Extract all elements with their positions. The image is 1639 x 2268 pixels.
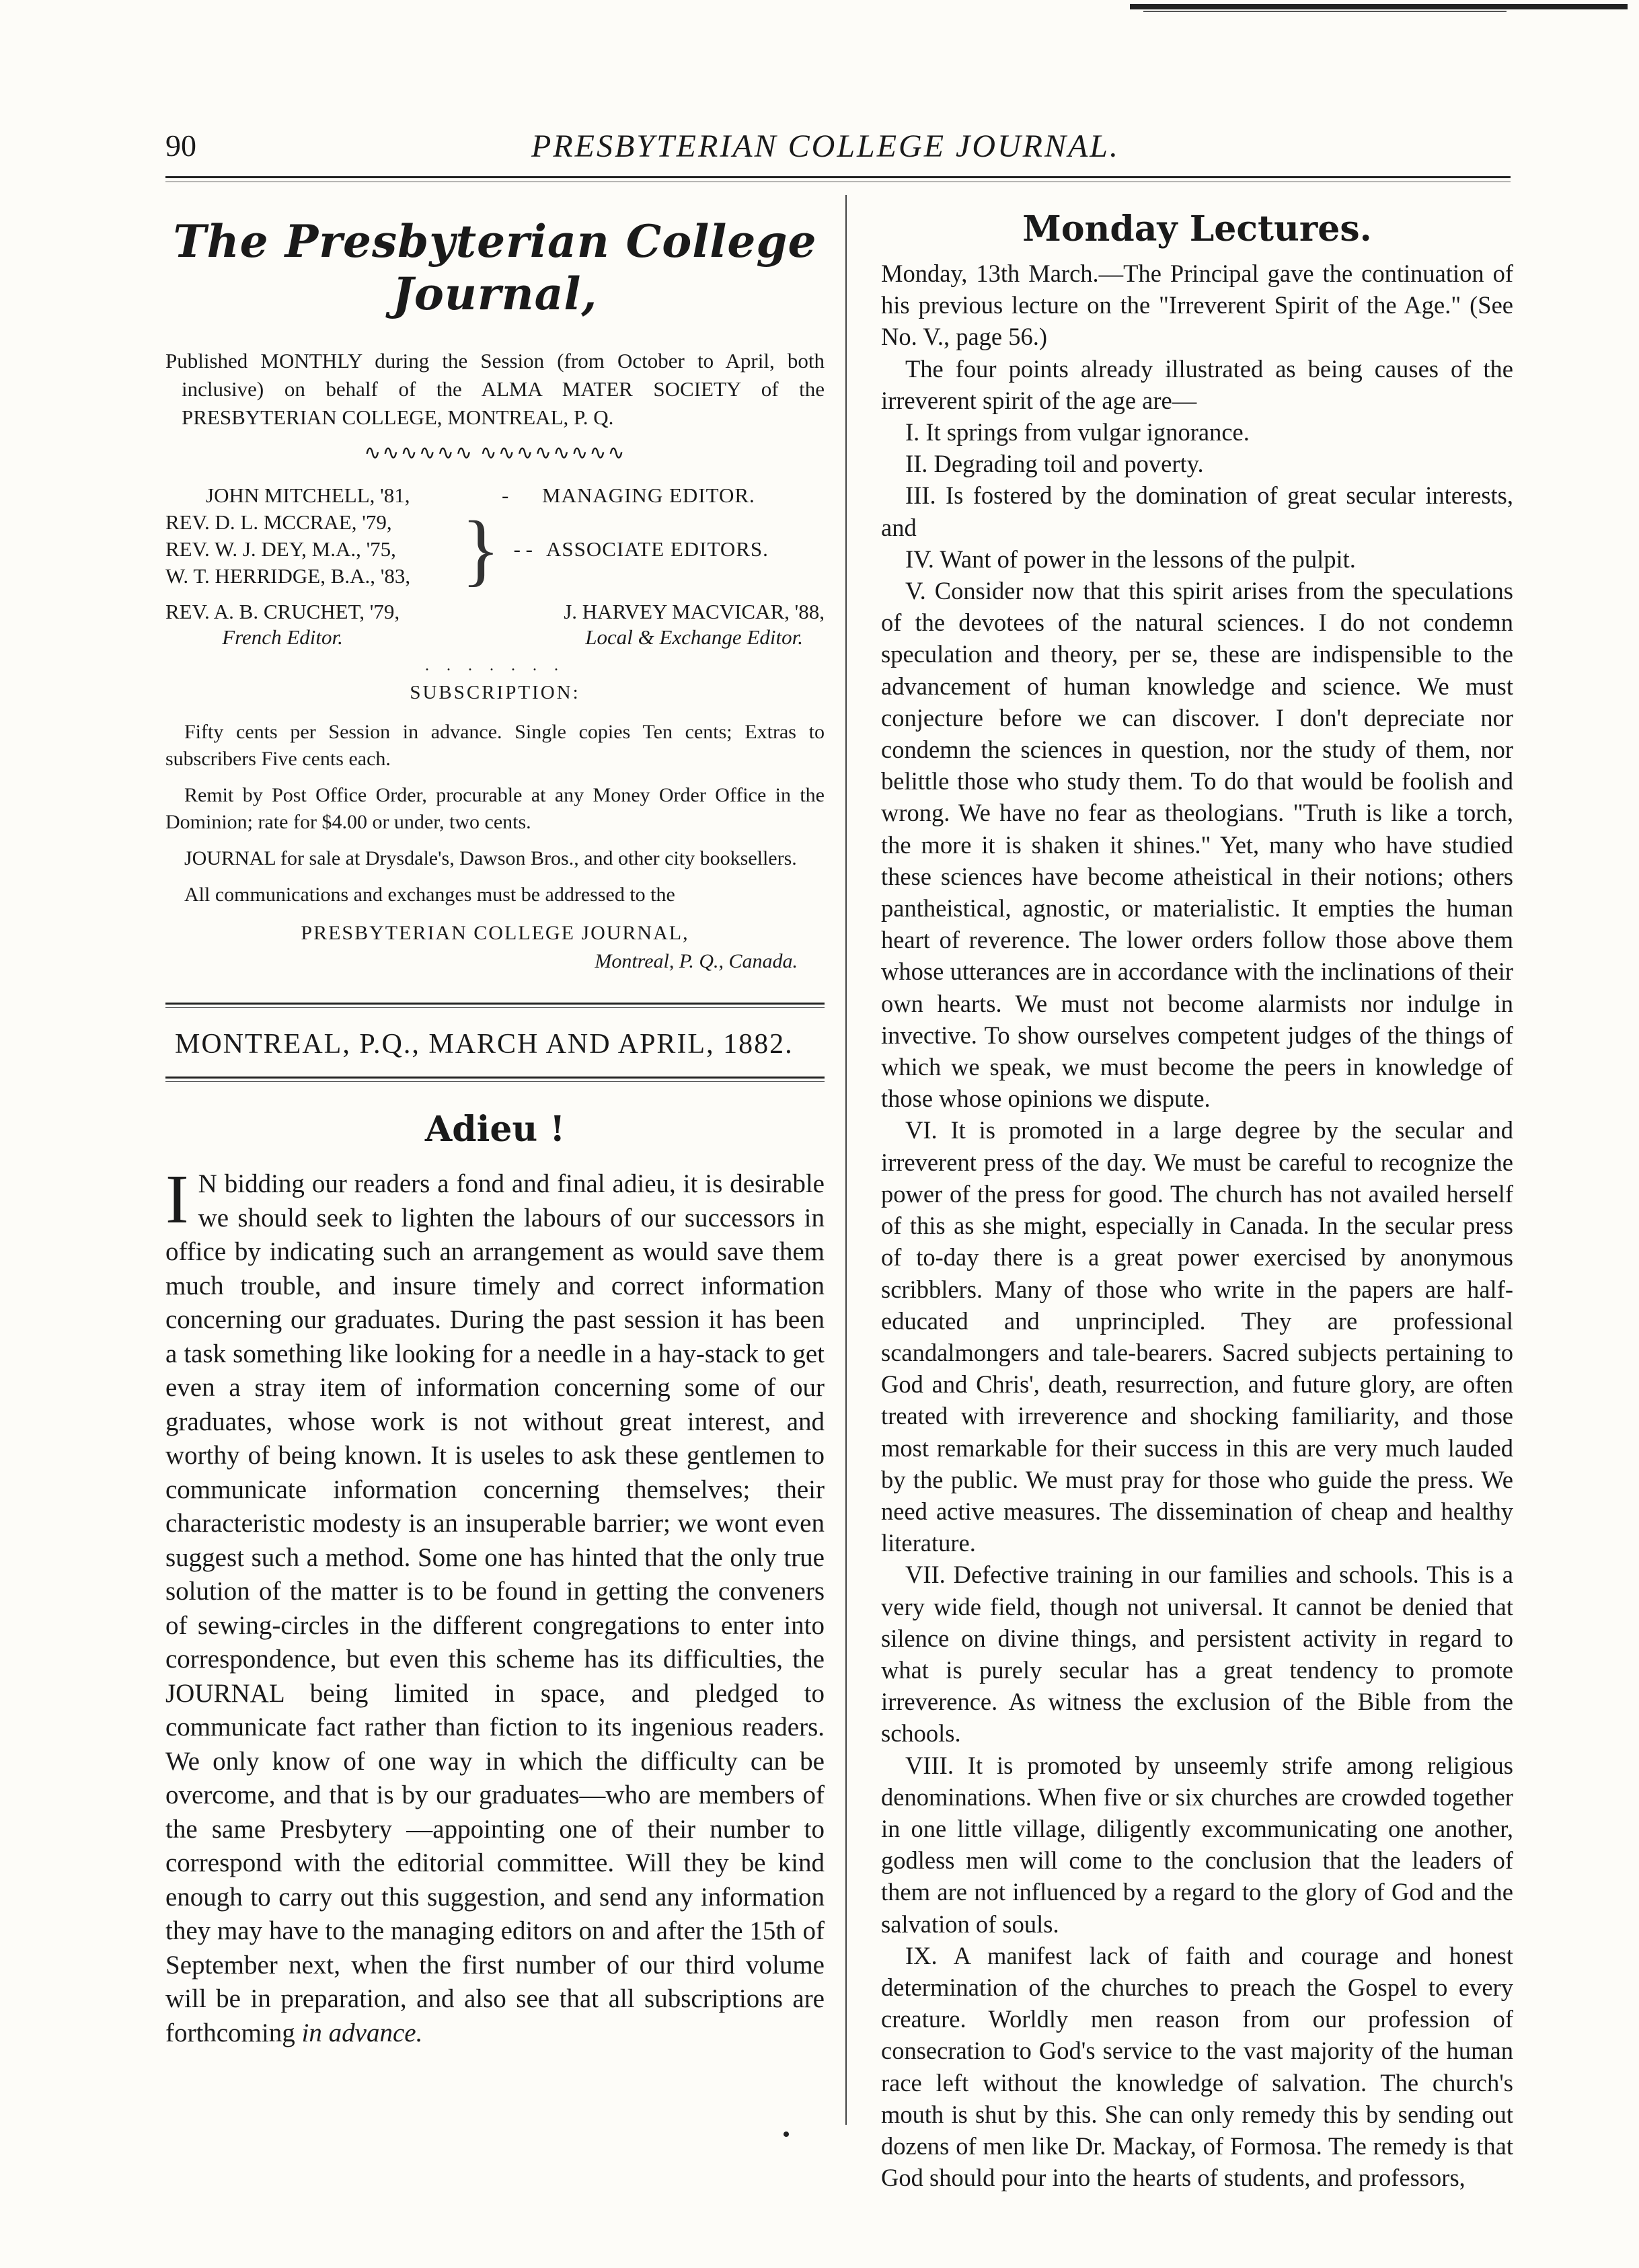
column-divider bbox=[845, 195, 847, 2125]
dotted-divider: . . . . . . . bbox=[425, 657, 565, 674]
left-column bbox=[165, 202, 825, 2050]
lecture-paragraph: VIII. It is promoted by unseemly strife among religious denominations. When five or six churches are crowded together in one little village, diligently excommunicating one another, godless men will come to the conclusion that the leaders of them are not influenced by a regard to the glory of God and the salvation of souls. bbox=[881, 1751, 1513, 1938]
right-column bbox=[881, 202, 1513, 2193]
managing-editor-row: JOHN MITCHELL, '81, - MANAGING EDITOR. bbox=[165, 482, 825, 509]
section-rule-thin bbox=[165, 1007, 825, 1008]
local-editor bbox=[564, 599, 825, 650]
associate-editor: W. T. HERRIDGE, B.A., '83, bbox=[165, 564, 411, 588]
article-title-monday-lectures: Monday Lectures. bbox=[1022, 208, 1372, 249]
ornament-divider: ∿∿∿∿∿∿ ∿∿∿∿∿∿∿∿ bbox=[364, 442, 626, 464]
french-editor bbox=[165, 599, 399, 650]
lecture-paragraph: Monday, 13th March.—The Principal gave the continuation of his previous lecture on the "Irreverent Spirit of the Age." (See No. V., page 56.) bbox=[881, 260, 1513, 351]
local-editor-role: Local & Exchange Editor. bbox=[585, 625, 803, 649]
associate-editors-row: REV. D. L. MCCRAE, '79, REV. W. J. DEY, M.A., '75, W. T. HERRIDGE, B.A., '83, } - - ASSOCIATE EDITORS. bbox=[165, 504, 769, 594]
drop-cap: I bbox=[165, 1161, 189, 1238]
lecture-paragraph: The four points already illustrated as being causes of the irreverent spirit of the age are— bbox=[881, 354, 1513, 414]
subscription-paragraph: Fifty cents per Session in advance. Single copies Ten cents; Extras to subscribers Five cents each. bbox=[165, 721, 825, 770]
lecture-paragraph: IV. Want of power in the lessons of the pulpit. bbox=[905, 545, 1356, 573]
associate-editor: REV. D. L. MCCRAE, '79, bbox=[165, 510, 392, 534]
french-editor-name: REV. A. B. CRUCHET, '79, bbox=[165, 600, 400, 623]
article-body-monday-lectures bbox=[881, 258, 1513, 2193]
associate-editors-role: ASSOCIATE EDITORS. bbox=[546, 537, 769, 561]
address-line: PRESBYTERIAN COLLEGE JOURNAL, bbox=[301, 922, 689, 944]
french-editor-role: French Editor. bbox=[222, 625, 343, 649]
brace-glyph: } bbox=[461, 504, 500, 594]
editors-block bbox=[165, 482, 825, 650]
lecture-paragraph: V. Consider now that this spirit arises from the speculations of the devotees of the natural sciences. I do not condemn speculation and theory, per se, these are indispensible to the advancement of human knowledge and science. We must conjecture before we can discover. I don't depreciate nor condemn the sciences in question, nor the study of them, nor belittle those who study them. To do that would be foolish and wrong. We have no fear as theologians. "Truth is like a torch, the more it is shaken it shines." Yet, many who have studied these sciences have become atheistical in their notions; others pantheistical, agnostic, or materialistic. It empties the human heart of reverence. The lower orders follow those above them whose utterances are in accordance with the inclinations of their own hearts. We must not become alarmists nor indulge in invective. To show ourselves competent judges of the things of which we speak, we must become the peers in knowledge of those whose opinions we dispute. bbox=[881, 577, 1513, 1113]
subscription-paragraph: JOURNAL for sale at Drysdale's, Dawson Bros., and other city booksellers. bbox=[184, 847, 797, 869]
header-rule bbox=[165, 176, 1511, 178]
page-number: 90 bbox=[165, 128, 196, 163]
article-text-ending: in advance. bbox=[301, 2018, 423, 2047]
article-body-adieu bbox=[165, 1161, 825, 2050]
lecture-paragraph: III. Is fostered by the domination of great secular interests, and bbox=[881, 481, 1513, 541]
section-rule-thin bbox=[165, 1081, 825, 1082]
issue-dateline: MONTREAL, P.Q., MARCH AND APRIL, 1882. bbox=[175, 1029, 794, 1060]
associate-editors-list bbox=[165, 509, 461, 590]
article-title-adieu: Adieu ! bbox=[424, 1109, 566, 1150]
section-rule bbox=[165, 1003, 825, 1005]
page-dot-mark bbox=[784, 2132, 789, 2137]
subscription-paragraph: Remit by Post Office Order, procurable at any Money Order Office in the Dominion; rate for $4.00 or under, two cents. bbox=[165, 784, 825, 833]
top-border-rule-thin bbox=[1143, 11, 1507, 12]
publication-note: Published MONTHLY during the Session (from October to April, both inclusive) on behalf of the ALMA MATER SOCIETY of the PRESBYTERIAN COLLEGE, MONTREAL, P. Q. bbox=[165, 349, 825, 429]
running-title: PRESBYTERIAN COLLEGE JOURNAL. bbox=[531, 128, 1120, 164]
subscription-paragraph: All communications and exchanges must be addressed to the bbox=[184, 884, 675, 906]
masthead-title: The Presbyterian College Journal, bbox=[173, 215, 817, 320]
special-editors-row bbox=[165, 599, 825, 650]
top-border-rule bbox=[1130, 4, 1628, 9]
lecture-paragraph: II. Degrading toil and poverty. bbox=[905, 450, 1204, 478]
lecture-paragraph: I. It springs from vulgar ignorance. bbox=[905, 418, 1250, 446]
article-text: N bidding our readers a fond and final adieu, it is desirable we should seek to lighten the labours of our successors in office by indicating such an arrangement as would save them much trouble, and insure timely and correct information concerning our graduates. During the past session it has been a task something like looking for a needle in a hay-stack to get even a stray item of information concerning some of our graduates, whose work is not without great interest, and worthy of being known. It is useles to ask these gentlemen to communicate information concerning themselves; their characteristic modesty is an insuperable barrier; we wont even suggest such a method. Some one has hinted that the only true solution of the matter is to be found in getting the conveners of sewing-circles in the different congregations to enter into correspondence, but even this scheme has its difficulties, the JOURNAL being limited in space, and pledged to communicate fact rather than fiction to its ingenious readers. We only know of one way in which the difficulty can be overcome, and that is by our graduates—who are members of the same Presbytery —appointing one of their number to correspond with the editorial committee. Will they be kind enough to carry out this suggestion, and send any information they may have to the managing editors on and after the 15th of September next, when the first number of our third volume will be in preparation, and also see that all subscriptions are forthcoming bbox=[165, 1169, 825, 2047]
subscription-heading: SUBSCRIPTION: bbox=[410, 682, 580, 703]
address-city: Montreal, P. Q., Canada. bbox=[595, 950, 798, 972]
local-editor-name: J. HARVEY MACVICAR, '88, bbox=[564, 600, 825, 623]
managing-editor-name: JOHN MITCHELL, '81, bbox=[206, 483, 410, 507]
associate-editor: REV. W. J. DEY, M.A., '75, bbox=[165, 537, 396, 561]
lecture-paragraph: IX. A manifest lack of faith and courage and honest determination of the churches to preach the Gospel to every creature. Worldly men reason from our profession of consecration to God's service to the vast majority of the human race left without the knowledge of salvation. The church's mouth is shut by this. She can only remedy this by sending out dozens of men like Dr. Mackay, of Formosa. The remedy is that God should pour into the hearts of students, and professors, bbox=[881, 1941, 1513, 2192]
lecture-paragraph: VII. Defective training in our families and schools. This is a very wide field, though not universal. It cannot be denied that silence on divine things, and persistent activity in regard to what is purely secular has a great tendency to promote irreverence. As witness the exclusion of the Bible from the schools. bbox=[881, 1561, 1513, 1748]
lecture-paragraph: VI. It is promoted in a large degree by the secular and irreverent press of the day. We must be careful to recognize the power of the press for good. The church has not availed herself of this as she might, especially in Canada. In the secular press of to-day there is a great power exercised by anonymous scribblers. Many of those who write in the papers are half-educated and unprincipled. They are professional scandalmongers and tale-bearers. Sacred subjects pertaining to God and Chris', death, resurrection, and future glory, are often treated with irreverence and shocking familiarity, and those most remarkable for their success in this are very much lauded by the public. We must pray for those who guide the press. We need active measures. The dissemination of cheap and healthy literature. bbox=[881, 1116, 1513, 1557]
managing-editor-role: MANAGING EDITOR. bbox=[542, 483, 755, 507]
section-rule bbox=[165, 1077, 825, 1079]
